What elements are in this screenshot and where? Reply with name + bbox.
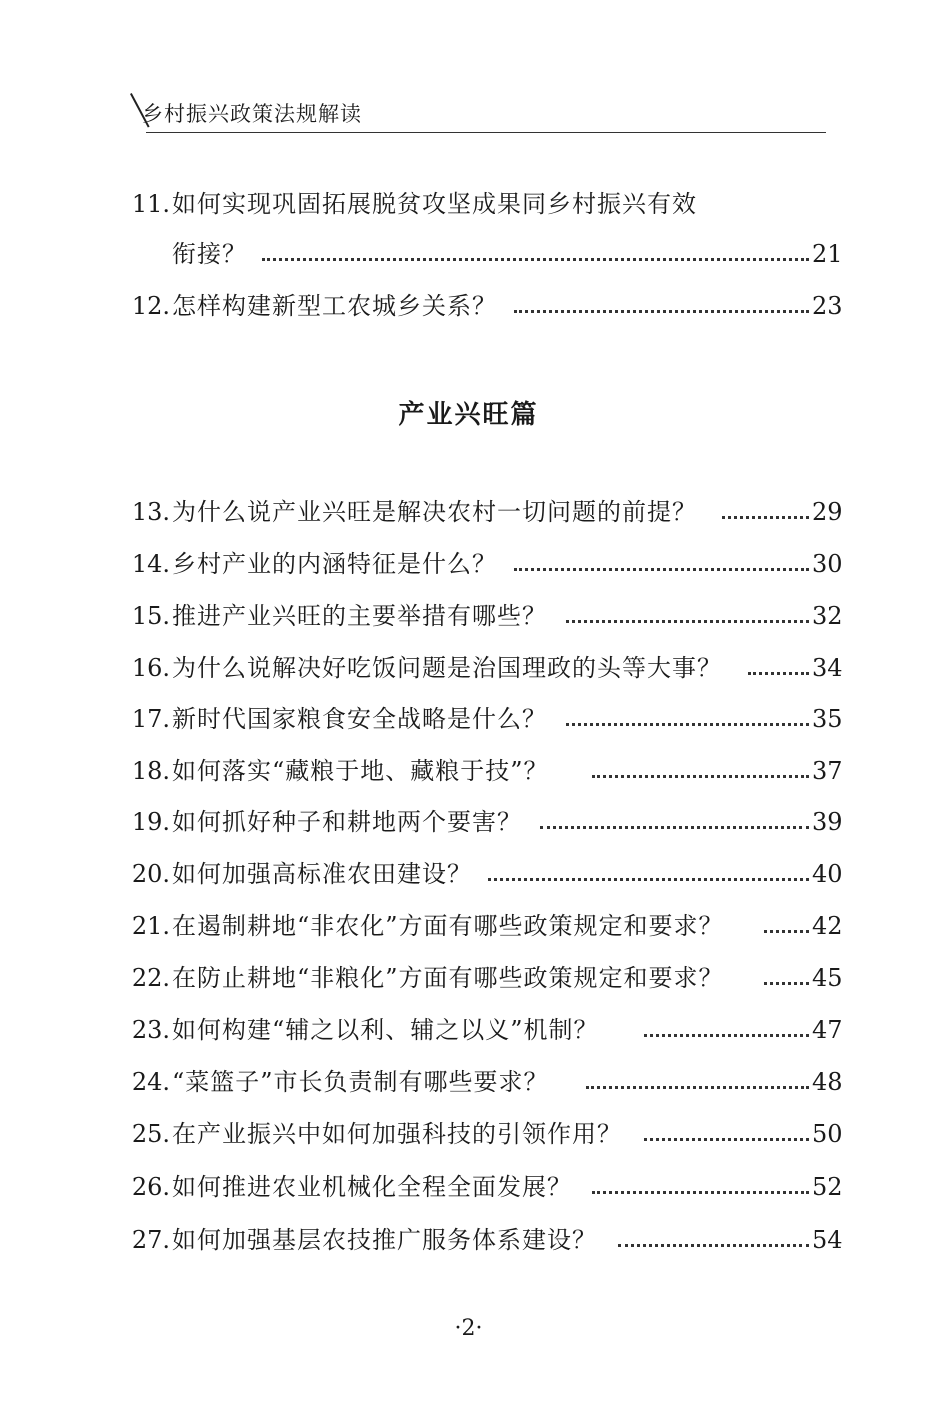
toc-entry-12 [0, 288, 937, 324]
entry-number: 14. [131, 550, 170, 578]
entry-page: 32 [812, 602, 843, 630]
leader-dots [764, 982, 809, 985]
entry-page: 48 [812, 1068, 843, 1096]
toc-entry-26 [0, 1169, 937, 1205]
running-head [130, 96, 830, 136]
toc-entry-16 [0, 650, 937, 686]
entry-page: 40 [812, 860, 843, 888]
entry-number: 17. [131, 705, 170, 733]
entry-title: 如何构建“辅之以利、辅之以义”机制？ [172, 1016, 599, 1044]
entry-page: 30 [812, 550, 843, 578]
entry-number: 22. [131, 964, 170, 992]
entry-title: 新时代国家粮食安全战略是什么？ [172, 705, 547, 733]
toc-entry-22 [0, 960, 937, 996]
entry-page: 45 [812, 964, 843, 992]
entry-title: 乡村产业的内涵特征是什么？ [172, 550, 497, 578]
entry-number: 24. [131, 1068, 170, 1096]
running-head-rule [146, 132, 826, 133]
entry-page: 35 [812, 705, 843, 733]
entry-page: 37 [812, 757, 843, 785]
toc-entry-21 [0, 908, 937, 944]
toc-entry-18 [0, 753, 937, 789]
entry-title: 在防止耕地“非粮化”方面有哪些政策规定和要求？ [172, 964, 724, 992]
leader-dots [748, 672, 809, 675]
leader-dots [514, 310, 809, 313]
entry-title: 如何抓好种子和耕地两个要害？ [172, 808, 522, 836]
entry-page: 34 [812, 654, 843, 682]
entry-number: 11. [131, 190, 170, 218]
entry-page: 39 [812, 808, 843, 836]
toc-entry-27 [0, 1222, 937, 1258]
book-title: 乡村振兴政策法规解读 [142, 102, 362, 126]
entry-number: 27. [131, 1226, 170, 1254]
leader-dots [592, 775, 809, 778]
leader-dots [722, 516, 809, 519]
toc-entry-13 [0, 494, 937, 530]
entry-title: 为什么说解决好吃饭问题是治国理政的头等大事？ [172, 654, 722, 682]
toc-entry-24 [0, 1064, 937, 1100]
entry-page: 54 [812, 1226, 843, 1254]
leader-dots [540, 826, 809, 829]
toc-entry-14 [0, 546, 937, 582]
entry-number: 23. [131, 1016, 170, 1044]
entry-title: 在产业振兴中如何加强科技的引领作用？ [172, 1120, 622, 1148]
entry-title: 如何加强基层农技推广服务体系建设？ [172, 1226, 597, 1254]
leader-dots [488, 878, 809, 881]
leader-dots [644, 1138, 809, 1141]
entry-number: 21. [131, 912, 170, 940]
toc-entry-11-continued [0, 236, 937, 272]
entry-number: 19. [131, 808, 170, 836]
entry-title: 在遏制耕地“非农化”方面有哪些政策规定和要求？ [172, 912, 724, 940]
entry-number: 15. [131, 602, 170, 630]
entry-title: 怎样构建新型工农城乡关系？ [172, 292, 497, 320]
leader-dots [644, 1034, 809, 1037]
entry-title: 如何落实“藏粮于地、藏粮于技”？ [172, 757, 549, 785]
section-heading: 产业兴旺篇 [398, 400, 539, 430]
leader-dots [586, 1086, 809, 1089]
toc-entry-17 [0, 701, 937, 737]
leader-dots [592, 1191, 809, 1194]
leader-dots [262, 258, 809, 261]
entry-number: 20. [131, 860, 170, 888]
entry-title: 如何加强高标准农田建设？ [172, 860, 472, 888]
entry-number: 16. [131, 654, 170, 682]
toc-entry-19 [0, 804, 937, 840]
entry-page: 52 [812, 1173, 843, 1201]
toc-entry-25 [0, 1116, 937, 1152]
entry-title: 为什么说产业兴旺是解决农村一切问题的前提？ [172, 498, 697, 526]
toc-entry-20 [0, 856, 937, 892]
toc-entry-15 [0, 598, 937, 634]
entry-number: 12. [131, 292, 170, 320]
toc-entry-23 [0, 1012, 937, 1048]
entry-page: 21 [812, 240, 843, 268]
leader-dots [566, 723, 809, 726]
entry-page: 47 [812, 1016, 843, 1044]
entry-title: 推进产业兴旺的主要举措有哪些？ [172, 602, 547, 630]
entry-title-continued: 衔接？ [172, 240, 247, 268]
entry-number: 25. [131, 1120, 170, 1148]
leader-dots [618, 1244, 809, 1247]
entry-title: “菜篮子”市长负责制有哪些要求？ [172, 1068, 549, 1096]
entry-number: 13. [131, 498, 170, 526]
entry-page: 42 [812, 912, 843, 940]
entry-page: 29 [812, 498, 843, 526]
leader-dots [566, 620, 809, 623]
entry-page: 23 [812, 292, 843, 320]
leader-dots [764, 930, 809, 933]
entry-title: 如何推进农业机械化全程全面发展？ [172, 1173, 572, 1201]
page-number: ·2· [454, 1316, 483, 1341]
entry-number: 26. [131, 1173, 170, 1201]
toc-entry-11 [0, 186, 937, 222]
entry-number: 18. [131, 757, 170, 785]
entry-page: 50 [812, 1120, 843, 1148]
leader-dots [514, 568, 809, 571]
entry-title: 如何实现巩固拓展脱贫攻坚成果同乡村振兴有效 [172, 190, 697, 218]
